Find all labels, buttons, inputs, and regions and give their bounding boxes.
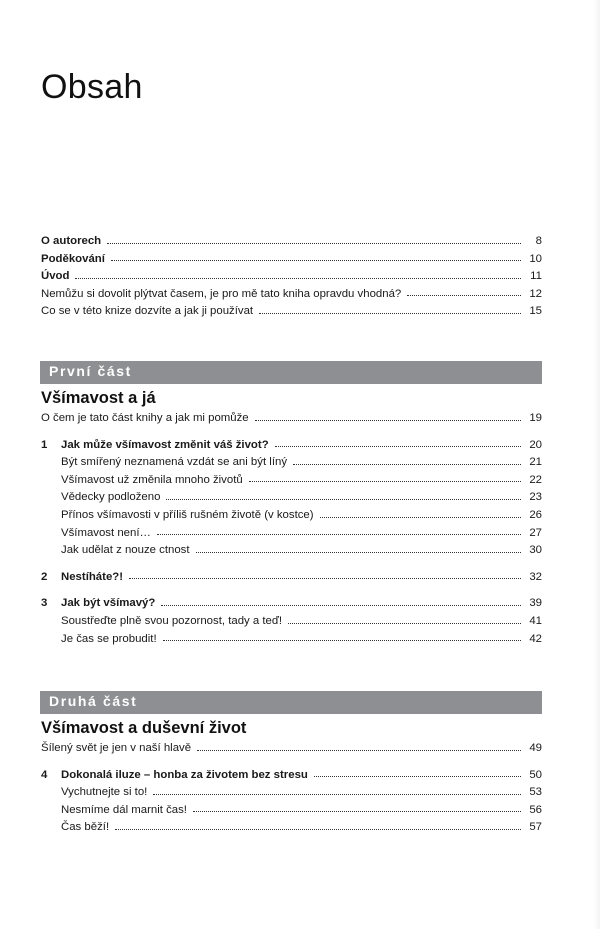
section-entry[interactable] [41,525,542,543]
chapter-title: Nestíháte?! [61,570,124,583]
toc-entry[interactable] [41,251,542,269]
toc-entry-label: Co se v této knize dozvíte a jak ji používat [41,305,254,318]
toc-entry-label: O čem je tato část knihy a jak mi pomůže [41,412,249,424]
toc-entry-page: 22 [529,473,542,486]
toc-entry-page: 10 [529,252,542,265]
dot-leader [320,517,521,518]
dot-leader [115,829,521,830]
front-matter-list [41,233,542,321]
section-title: Vědecky podloženo [61,491,161,504]
section-entry[interactable] [41,613,542,631]
chapter-number: 2 [41,570,48,583]
toc-entry[interactable] [41,303,542,321]
section-title: Vychutnejte si to! [61,786,148,799]
section-entry[interactable] [41,784,542,802]
dot-leader [255,420,521,421]
page-title: Obsah [41,68,143,106]
section-title: Být smířený neznamená vzdát se ani být líný [61,456,288,469]
dot-leader [275,446,521,447]
section-title: Všímavost už změnila mnoho životů [61,473,243,486]
chapter-entry[interactable] [41,595,542,613]
section-entry[interactable] [41,802,542,820]
toc-entry-page: 42 [529,632,542,645]
section-entry[interactable] [41,454,542,472]
section-title: Přínos všímavosti v příliš rušném životě (v kostce) [61,508,314,521]
toc-entry-page: 50 [529,768,542,781]
toc-entry[interactable] [41,286,542,304]
part-label: Druhá část [49,693,138,709]
toc-entry-page: 26 [529,508,542,521]
toc-entry-label: Poděkování [41,252,105,265]
toc-entry-page: 53 [529,786,542,799]
section-title: Soustřeďte plně svou pozornost, tady a teď! [61,614,283,627]
part-2-list [41,740,542,837]
dot-leader [293,464,521,465]
dot-leader [75,278,521,279]
dot-leader [197,750,521,751]
part-heading: Všímavost a já [41,389,156,407]
dot-leader [163,640,521,641]
toc-entry-page: 20 [529,438,542,451]
toc-entry-page: 30 [529,544,542,557]
chapter-entry[interactable] [41,767,542,785]
section-title: Jak udělat z nouze ctnost [61,544,190,557]
page-edge [594,0,600,929]
dot-leader [129,578,521,579]
toc-entry[interactable] [41,233,542,251]
part-banner [40,361,542,384]
section-title: Nesmíme dál marnit čas! [61,803,187,816]
toc-entry-page: 8 [535,235,542,247]
toc-entry-page: 49 [529,742,542,754]
part-banner [40,691,542,714]
chapter-entry[interactable] [41,437,542,455]
section-title: Je čas se probudit! [61,632,157,645]
dot-leader [111,260,521,261]
toc-entry-page: 27 [529,526,542,539]
toc-entry-page: 56 [529,803,542,816]
dot-leader [288,623,521,624]
part-1-list [41,410,542,648]
dot-leader [196,552,521,553]
dot-leader [161,605,521,606]
chapter-title: Jak být všímavý? [61,597,156,610]
dot-leader [166,499,521,500]
chapter-title: Dokonalá iluze – honba za životem bez stresu [61,768,308,781]
section-entry[interactable] [41,631,542,649]
toc-entry-page: 41 [529,614,542,627]
toc-entry-label: Nemůžu si dovolit plýtvat časem, je pro mě tato kniha opravdu vhodná? [41,287,402,300]
dot-leader [259,313,521,314]
toc-entry-page: 32 [529,570,542,583]
toc-entry-page: 19 [529,412,542,424]
dot-leader [407,295,521,296]
toc-entry-label: O autorech [41,235,102,247]
chapter-number: 3 [41,597,48,610]
section-title: Všímavost není… [61,526,151,539]
dot-leader [249,481,521,482]
section-entry[interactable] [41,507,542,525]
dot-leader [193,811,521,812]
toc-entry-page: 23 [529,491,542,504]
toc-entry[interactable] [41,410,542,428]
toc-entry-page: 12 [529,287,542,300]
section-entry[interactable] [41,542,542,560]
toc-entry-page: 57 [529,821,542,834]
toc-entry-page: 39 [529,597,542,610]
section-entry[interactable] [41,472,542,490]
toc-entry[interactable] [41,268,542,286]
dot-leader [157,534,521,535]
chapter-entry[interactable] [41,569,542,587]
toc-entry[interactable] [41,740,542,758]
chapter-number: 1 [41,438,48,451]
dot-leader [314,776,521,777]
toc-entry-label: Úvod [41,270,70,283]
chapter-number: 4 [41,768,48,781]
part-heading: Všímavost a duševní život [41,719,247,737]
section-entry[interactable] [41,489,542,507]
toc-entry-page: 15 [529,305,542,318]
toc-entry-page: 21 [529,456,542,469]
dot-leader [107,243,521,244]
dot-leader [153,794,521,795]
toc-entry-label: Šílený svět je jen v naší hlavě [41,742,192,754]
section-entry[interactable] [41,819,542,837]
part-label: První část [49,363,132,379]
chapter-title: Jak může všímavost změnit váš život? [61,438,269,451]
toc-entry-page: 11 [530,270,542,283]
section-title: Čas běží! [61,821,110,834]
